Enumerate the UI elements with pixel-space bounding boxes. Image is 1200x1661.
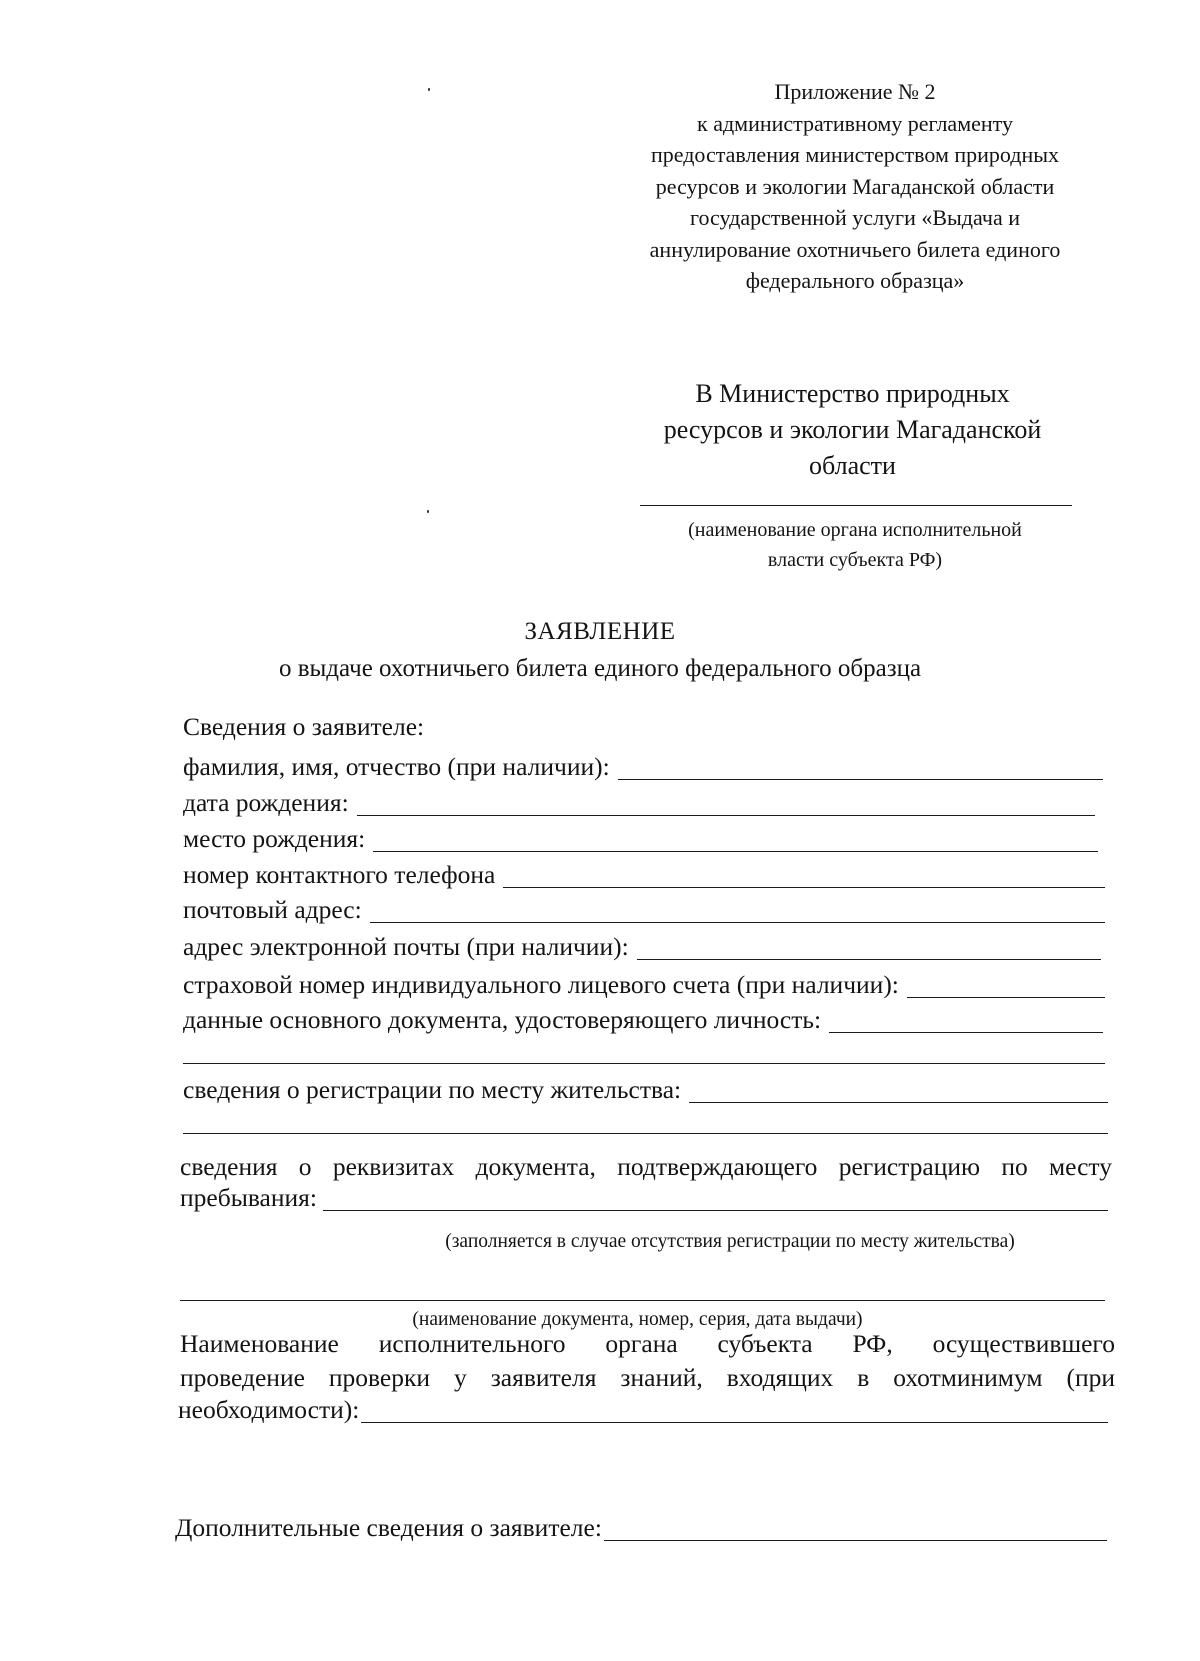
appendix-line: Приложение № 2 [774, 79, 936, 104]
field-label: необходимости): [178, 1395, 360, 1424]
fill-line [907, 996, 1105, 998]
addressee-line: В Министерство природных [695, 379, 1010, 408]
fill-line [373, 850, 1098, 852]
fill-line [361, 1421, 1108, 1423]
appendix-line: к административному регламенту [697, 110, 1013, 136]
field-label: фамилия, имя, отчество (при наличии): [183, 752, 610, 781]
field-full-name [183, 752, 1103, 782]
appendix-line: аннулирование охотничьего билета единого [649, 236, 1061, 262]
field-label: пребывания: [180, 1183, 317, 1212]
appendix-line: ресурсов и экологии Магаданской области [655, 173, 1055, 199]
field-label: сведения о регистрации по месту жительства: [183, 1075, 682, 1104]
fill-line [689, 1101, 1108, 1103]
document-title: ЗАЯВЛЕНИЕ [524, 618, 676, 645]
addressee-caption [620, 515, 1090, 575]
fill-line [829, 1031, 1103, 1033]
field-birth-place [183, 824, 1098, 854]
field-label: почтовый адрес: [183, 895, 362, 924]
scan-speck [428, 88, 430, 91]
field-label: дата рождения: [183, 788, 349, 817]
addressee-line: ресурсов и экологии Магаданской [663, 415, 1042, 444]
addressee-caption-line: (наименование органа исполнительной [688, 519, 1022, 541]
fill-line [357, 814, 1095, 816]
field-email [183, 932, 1101, 962]
field-residence-registration [183, 1075, 1108, 1105]
fill-line [370, 921, 1105, 923]
fill-line [183, 1133, 1108, 1134]
field-snils [183, 970, 1105, 1000]
document-subtitle: о выдаче охотничьего билета единого федерального образца [278, 655, 922, 682]
stay-document-note: (заполняется в случае отсутствия регистрации по месту жительства) [445, 1231, 1015, 1252]
appendix-line: предоставления министерством природных [650, 142, 1060, 167]
fill-line [618, 778, 1103, 780]
stay-document-line: сведения о реквизитах документа, подтверждающего регистрацию по месту [180, 1152, 1112, 1181]
authority-line: проведение проверки у заявителя знаний, входящих в охотминимум (при [180, 1363, 1115, 1392]
field-label: Дополнительные сведения о заявителе: [175, 1513, 602, 1542]
authority-line: Наименование исполнительного органа субъекта РФ, осуществившего [180, 1329, 1115, 1358]
appendix-line: государственной услуги «Выдача и [690, 205, 1020, 230]
field-label: страховой номер индивидуального лицевого счета (при наличии): [183, 970, 899, 999]
addressee-block [630, 376, 1075, 484]
field-label: номер контактного телефона [183, 860, 496, 889]
addressee-line: области [809, 451, 896, 480]
field-birth-date [183, 788, 1095, 818]
field-phone [183, 860, 1105, 890]
fill-line [323, 1209, 1108, 1211]
field-additional-info [175, 1513, 1107, 1543]
section-label: Сведения о заявителе: [183, 712, 425, 741]
fill-line [604, 1539, 1107, 1541]
document-caption: (наименование документа, номер, серия, дата выдачи) [412, 1309, 863, 1330]
addressee-caption-line: власти субъекта РФ) [767, 549, 943, 571]
field-authority [178, 1395, 1108, 1425]
field-label: данные основного документа, удостоверяющего личность: [183, 1005, 822, 1034]
fill-line [180, 1300, 1105, 1301]
fill-line [637, 958, 1101, 960]
appendix-line: федерального образца» [745, 268, 965, 293]
field-identity-document [183, 1005, 1103, 1035]
field-label: место рождения: [183, 824, 366, 853]
fill-line [183, 1063, 1105, 1064]
fill-line [503, 886, 1105, 888]
field-stay-document [180, 1183, 1108, 1213]
addressee-underline [640, 505, 1072, 506]
appendix-block [605, 76, 1105, 297]
field-postal-address [183, 895, 1105, 925]
scan-speck [427, 510, 429, 513]
field-label: адрес электронной почты (при наличии): [183, 932, 629, 961]
